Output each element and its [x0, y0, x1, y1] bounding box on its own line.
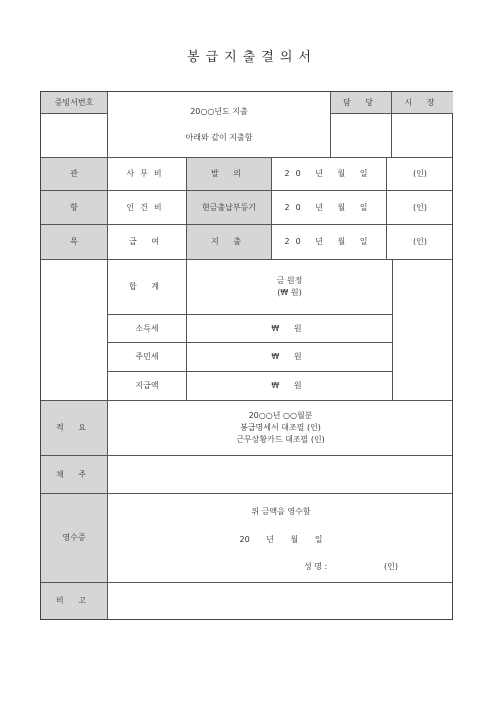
- mok-label: 목: [41, 224, 107, 259]
- document-title: 봉급지출결의서: [187, 50, 317, 65]
- receipt-content: [107, 493, 453, 582]
- receipt-seal: (인): [384, 562, 398, 571]
- hang-label: 항: [41, 190, 107, 224]
- gwan-value: 사무비: [107, 157, 186, 190]
- creditor-label: 채 주: [41, 455, 107, 493]
- remarks-field[interactable]: [107, 582, 453, 619]
- voucher-number-label: 증빙서번호: [41, 92, 107, 113]
- manager-label: 담 당: [330, 92, 391, 113]
- director-signature-box[interactable]: [391, 113, 453, 157]
- creditor-field[interactable]: [107, 455, 453, 493]
- expenditure-seal: (인): [386, 224, 453, 259]
- remarks-label: 비 고: [41, 582, 107, 619]
- voucher-number-field[interactable]: [41, 113, 107, 157]
- payment-label: 지급액: [107, 371, 186, 400]
- as-follows-text: 아래와 같이 지출함: [185, 132, 253, 142]
- expenditure-label: 지 출: [186, 224, 271, 259]
- summary-line-3: 근무상황카드 대조필 (인): [236, 435, 325, 444]
- income-tax-value[interactable]: ₩ 원: [186, 314, 392, 342]
- receipt-label: 영수증: [41, 493, 107, 582]
- income-tax-label: 소득세: [107, 314, 186, 342]
- summary-label: 적 요: [41, 400, 107, 455]
- cashbook-date[interactable]: 20 년 월 일: [271, 190, 386, 224]
- hang-value: 인건비: [107, 190, 186, 224]
- cashbook-seal: (인): [386, 190, 453, 224]
- payment-value[interactable]: ₩ 원: [186, 371, 392, 400]
- proposal-label: 발 의: [186, 157, 271, 190]
- proposal-date[interactable]: 20 년 월 일: [271, 157, 386, 190]
- resident-tax-label: 주민세: [107, 342, 186, 371]
- amounts-right-blank: [392, 259, 453, 400]
- director-label: 시 장: [391, 92, 453, 113]
- total-label: 합 계: [107, 259, 186, 314]
- summary-content: [107, 400, 453, 455]
- resident-tax-value[interactable]: ₩ 원: [186, 342, 392, 371]
- year-expense-text: 20○○년도 지출: [190, 106, 248, 116]
- proposal-seal: (인): [386, 157, 453, 190]
- receipt-name-label: 성 명 :: [304, 562, 328, 571]
- manager-signature-box[interactable]: [330, 113, 391, 157]
- receipt-date[interactable]: 20 년 월 일: [239, 535, 323, 544]
- voucher-form: [40, 91, 453, 620]
- total-amount[interactable]: [186, 259, 392, 314]
- summary-line-1: 20○○년 ○○월분: [248, 411, 313, 420]
- expense-declaration: [107, 92, 330, 157]
- mok-value: 급 여: [107, 224, 186, 259]
- total-line-2: (₩ 원): [277, 288, 302, 297]
- total-line-1: 금 원정: [276, 276, 303, 285]
- amounts-left-blank: [41, 259, 107, 400]
- summary-line-2: 봉급명세서 대조필 (인): [240, 423, 321, 432]
- expenditure-date[interactable]: 20 년 월 일: [271, 224, 386, 259]
- cashbook-label: 현금출납부등기: [186, 190, 271, 224]
- receipt-line-1: 위 금액을 영수함: [251, 507, 311, 516]
- gwan-label: 관: [41, 157, 107, 190]
